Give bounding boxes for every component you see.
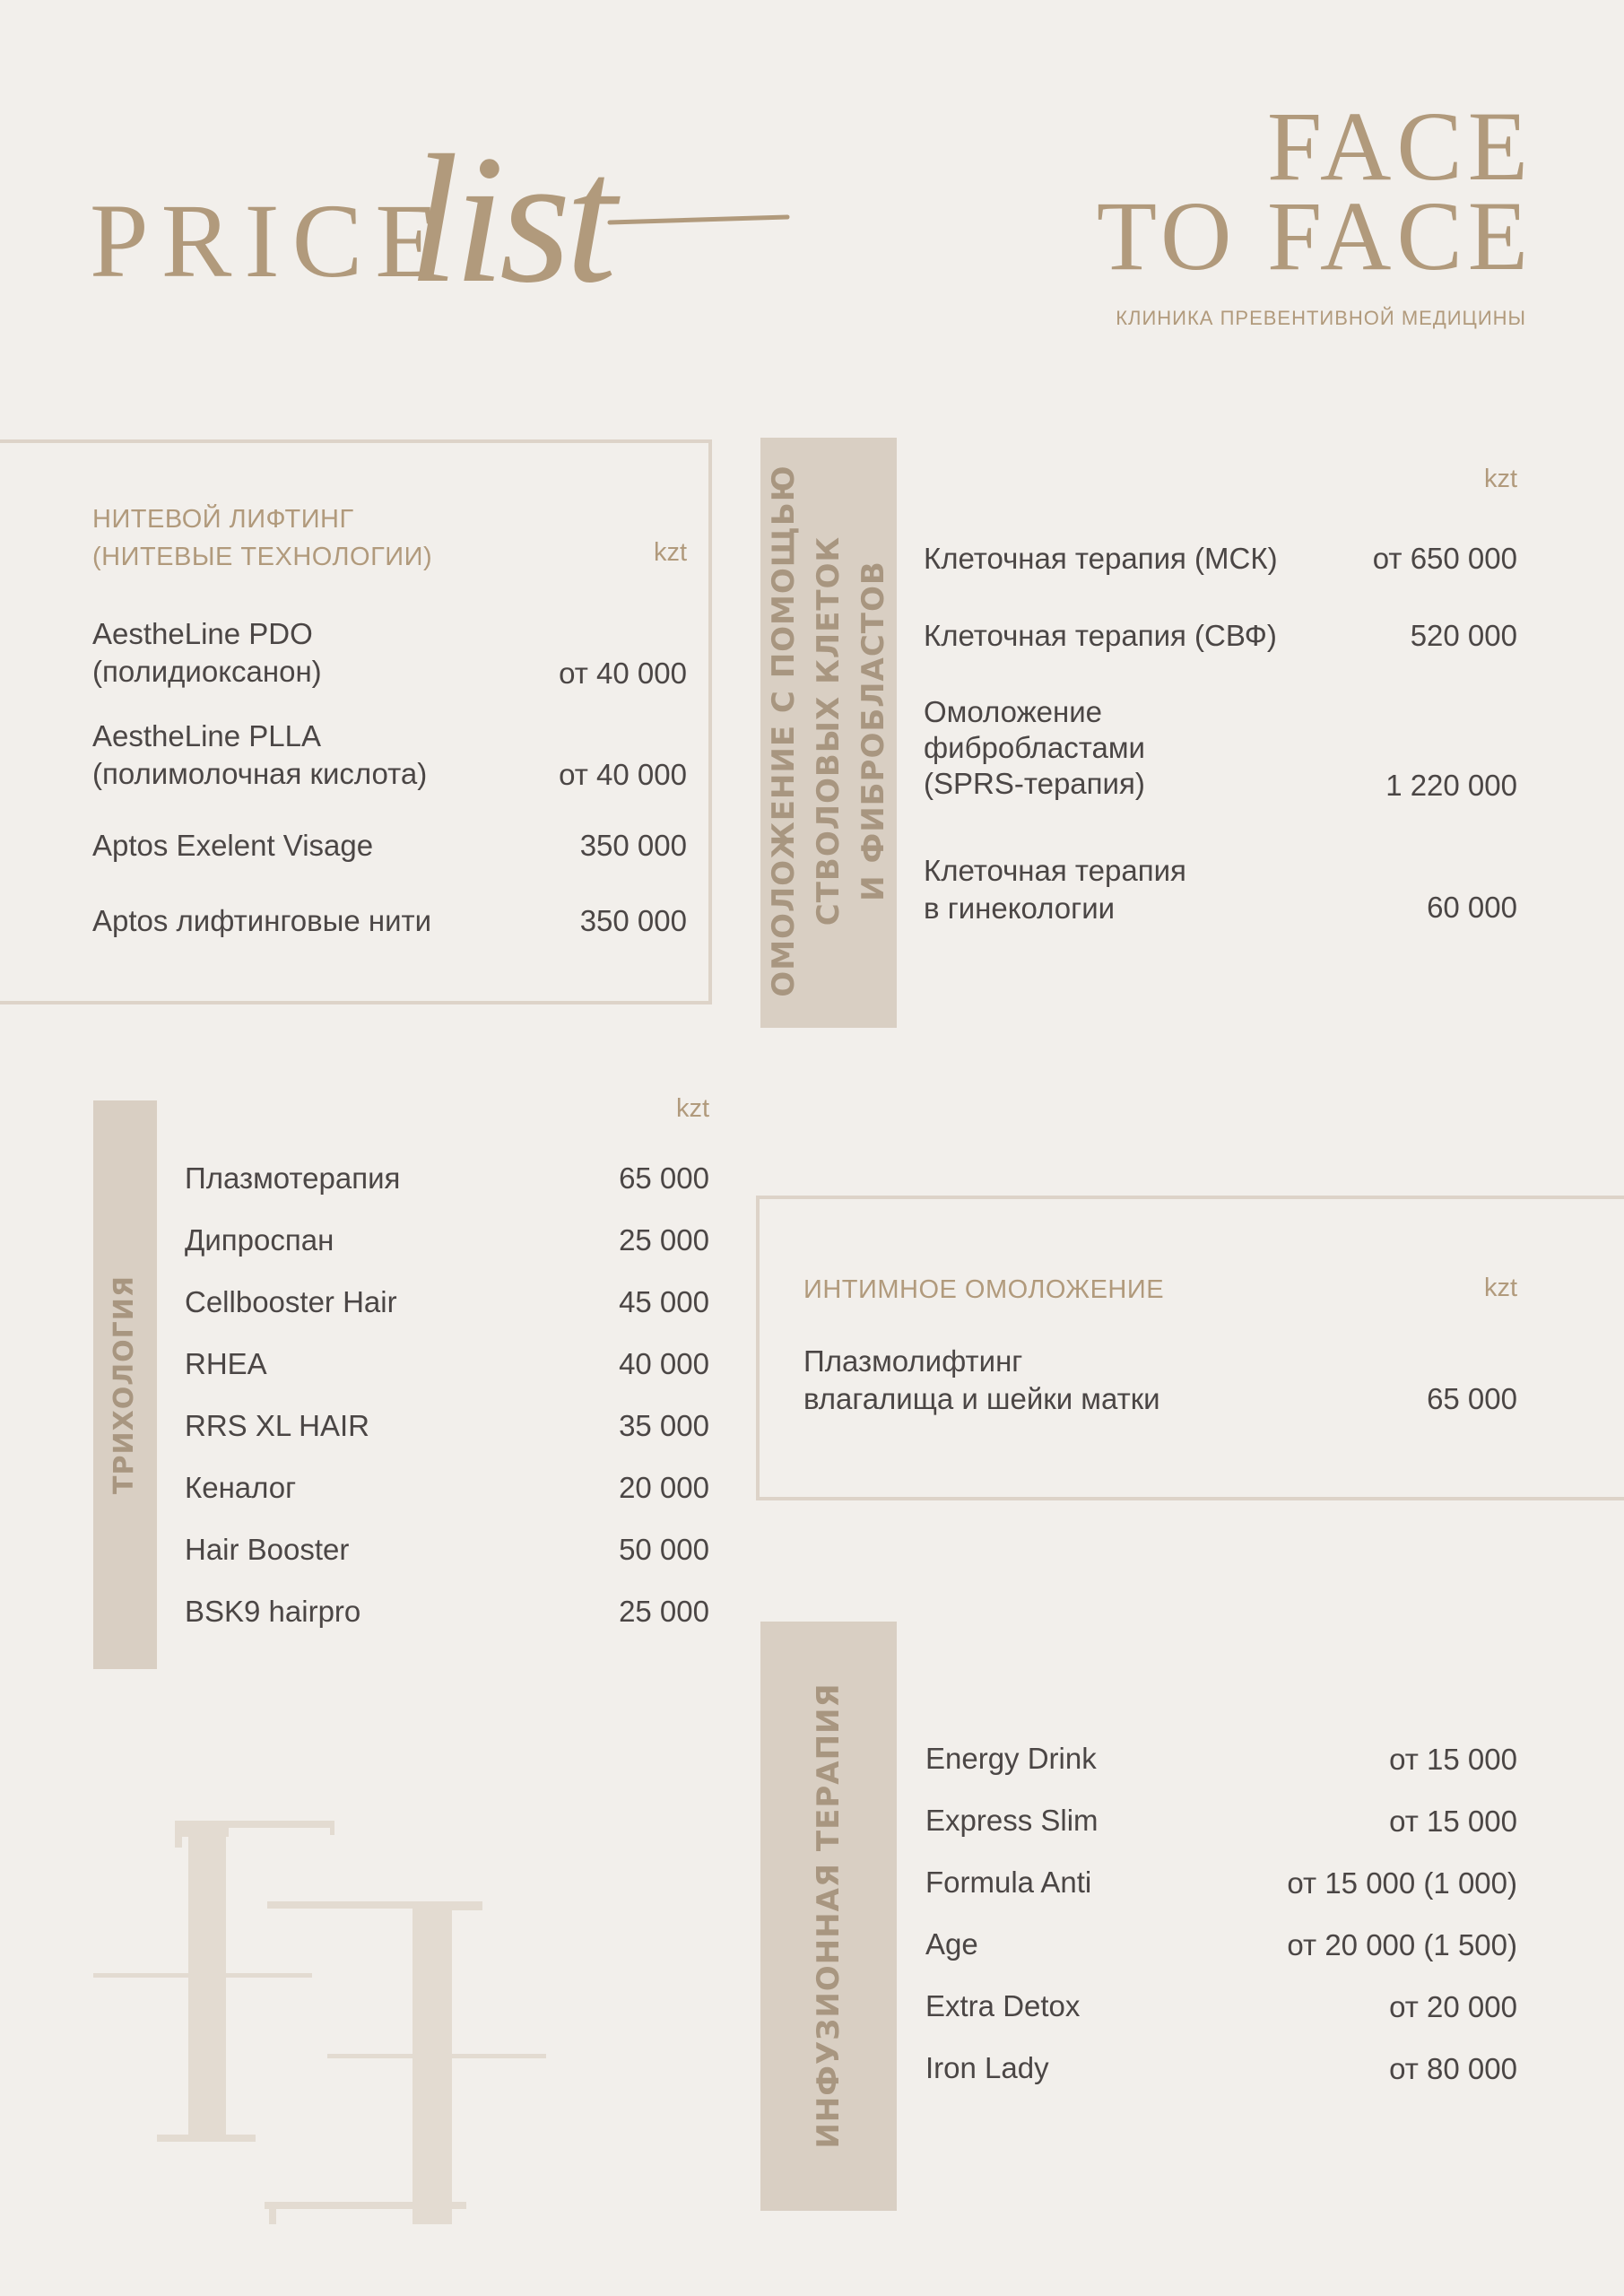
brand-line1: FACE xyxy=(1266,91,1533,201)
threads-item-1-name: AestheLine PDO (полидиоксанон) xyxy=(92,617,322,688)
threads-item-1-price: от 40 000 xyxy=(559,657,687,690)
trichology-item-6-name: Кеналог xyxy=(185,1471,297,1504)
brand-subtitle: КЛИНИКА ПРЕВЕНТИВНОЙ МЕДИЦИНЫ xyxy=(1116,307,1526,329)
stemcells-band-label: ОМОЛОЖЕНИЕ С ПОМОЩЬЮ СТВОЛОВЫХ КЛЕТОК И ФИБРОБЛАСТОВ xyxy=(766,465,891,997)
stemcells-item-2-price: 520 000 xyxy=(1410,619,1517,652)
list-flourish xyxy=(90,179,807,341)
trichology-item-5-price: 35 000 xyxy=(619,1409,709,1442)
infusion-item-3-price: от 15 000 (1 000) xyxy=(1287,1866,1517,1900)
trichology-item-6-price: 20 000 xyxy=(619,1471,709,1504)
trichology-item-2-price: 25 000 xyxy=(619,1223,709,1257)
stemcells-item-1-price: от 650 000 xyxy=(1372,542,1517,575)
trichology-item-1-price: 65 000 xyxy=(619,1161,709,1195)
trichology-item-7-name: Hair Booster xyxy=(185,1533,350,1566)
infusion-item-5-price: от 20 000 xyxy=(1389,1990,1517,2023)
trichology-item-7-price: 50 000 xyxy=(619,1533,709,1566)
infusion-item-1-price: от 15 000 xyxy=(1389,1743,1517,1776)
threads-item-3-name: Aptos Exelent Visage xyxy=(92,829,374,862)
stemcells-item-4-name: Клеточная терапия в гинекологии xyxy=(924,854,1186,925)
trichology-item-4-name: RHEA xyxy=(185,1347,267,1380)
infusion-band-label: ИНФУЗИОННАЯ ТЕРАПИЯ xyxy=(811,1683,847,2149)
threads-item-2-name: AestheLine PLLA (полимолочная кислота) xyxy=(92,719,428,790)
trichology-currency: kzt xyxy=(675,1094,709,1123)
stemcells-item-3-price: 1 220 000 xyxy=(1385,769,1517,802)
infusion-item-3-name: Formula Anti xyxy=(925,1866,1092,1899)
threads-item-2-price: от 40 000 xyxy=(559,758,687,791)
trichology-item-3-price: 45 000 xyxy=(619,1285,709,1318)
brand-logo xyxy=(1094,91,1533,339)
price-word: PRICE xyxy=(90,182,453,300)
infusion-item-6-name: Iron Lady xyxy=(925,2051,1049,2084)
trichology-item-3-name: Cellbooster Hair xyxy=(185,1285,397,1318)
trichology-band-label: ТРИХОЛОГИЯ xyxy=(109,1275,140,1494)
intimate-currency: kzt xyxy=(1483,1274,1517,1302)
threads-currency: kzt xyxy=(653,538,687,567)
price-list-title xyxy=(90,117,807,341)
list-word: list xyxy=(408,117,612,321)
trichology-item-2-name: Дипроспан xyxy=(185,1223,334,1257)
intimate-item-1-price: 65 000 xyxy=(1427,1382,1517,1415)
ff-monogram xyxy=(90,1812,556,2224)
infusion-item-5-name: Extra Detox xyxy=(925,1989,1081,2022)
threads-item-4-price: 350 000 xyxy=(579,904,687,937)
trichology-item-1-name: Плазмотерапия xyxy=(185,1161,401,1195)
threads-item-3-price: 350 000 xyxy=(579,829,687,862)
trichology-item-5-name: RRS XL HAIR xyxy=(185,1409,369,1442)
infusion-item-2-price: от 15 000 xyxy=(1389,1805,1517,1838)
infusion-item-6-price: от 80 000 xyxy=(1389,2052,1517,2085)
threads-item-4-name: Aptos лифтинговые нити xyxy=(92,904,432,937)
threads-title: НИТЕВОЙ ЛИФТИНГ (НИТЕВЫЕ ТЕХНОЛОГИИ) xyxy=(92,505,433,571)
infusion-item-4-price: от 20 000 (1 500) xyxy=(1287,1928,1517,1961)
infusion-item-4-name: Age xyxy=(925,1927,978,1961)
trichology-item-4-price: 40 000 xyxy=(619,1347,709,1380)
intimate-item-1-name: Плазмолифтинг влагалища и шейки матки xyxy=(803,1344,1160,1415)
trichology-item-8-name: BSK9 hairpro xyxy=(185,1595,361,1628)
stemcells-item-2-name: Клеточная терапия (СВФ) xyxy=(924,619,1277,652)
trichology-item-8-price: 25 000 xyxy=(619,1595,709,1628)
stemcells-item-4-price: 60 000 xyxy=(1427,891,1517,924)
infusion-item-1-name: Energy Drink xyxy=(925,1742,1097,1775)
intimate-title: ИНТИМНОЕ ОМОЛОЖЕНИЕ xyxy=(803,1275,1165,1304)
brand-line2: TO FACE xyxy=(1096,181,1533,291)
infusion-item-2-name: Express Slim xyxy=(925,1804,1099,1837)
stemcells-item-1-name: Клеточная терапия (МСК) xyxy=(924,542,1278,575)
stemcells-item-3-name: Омоложение фибробластами (SPRS-терапия) xyxy=(924,695,1145,800)
stemcells-currency: kzt xyxy=(1483,465,1517,493)
